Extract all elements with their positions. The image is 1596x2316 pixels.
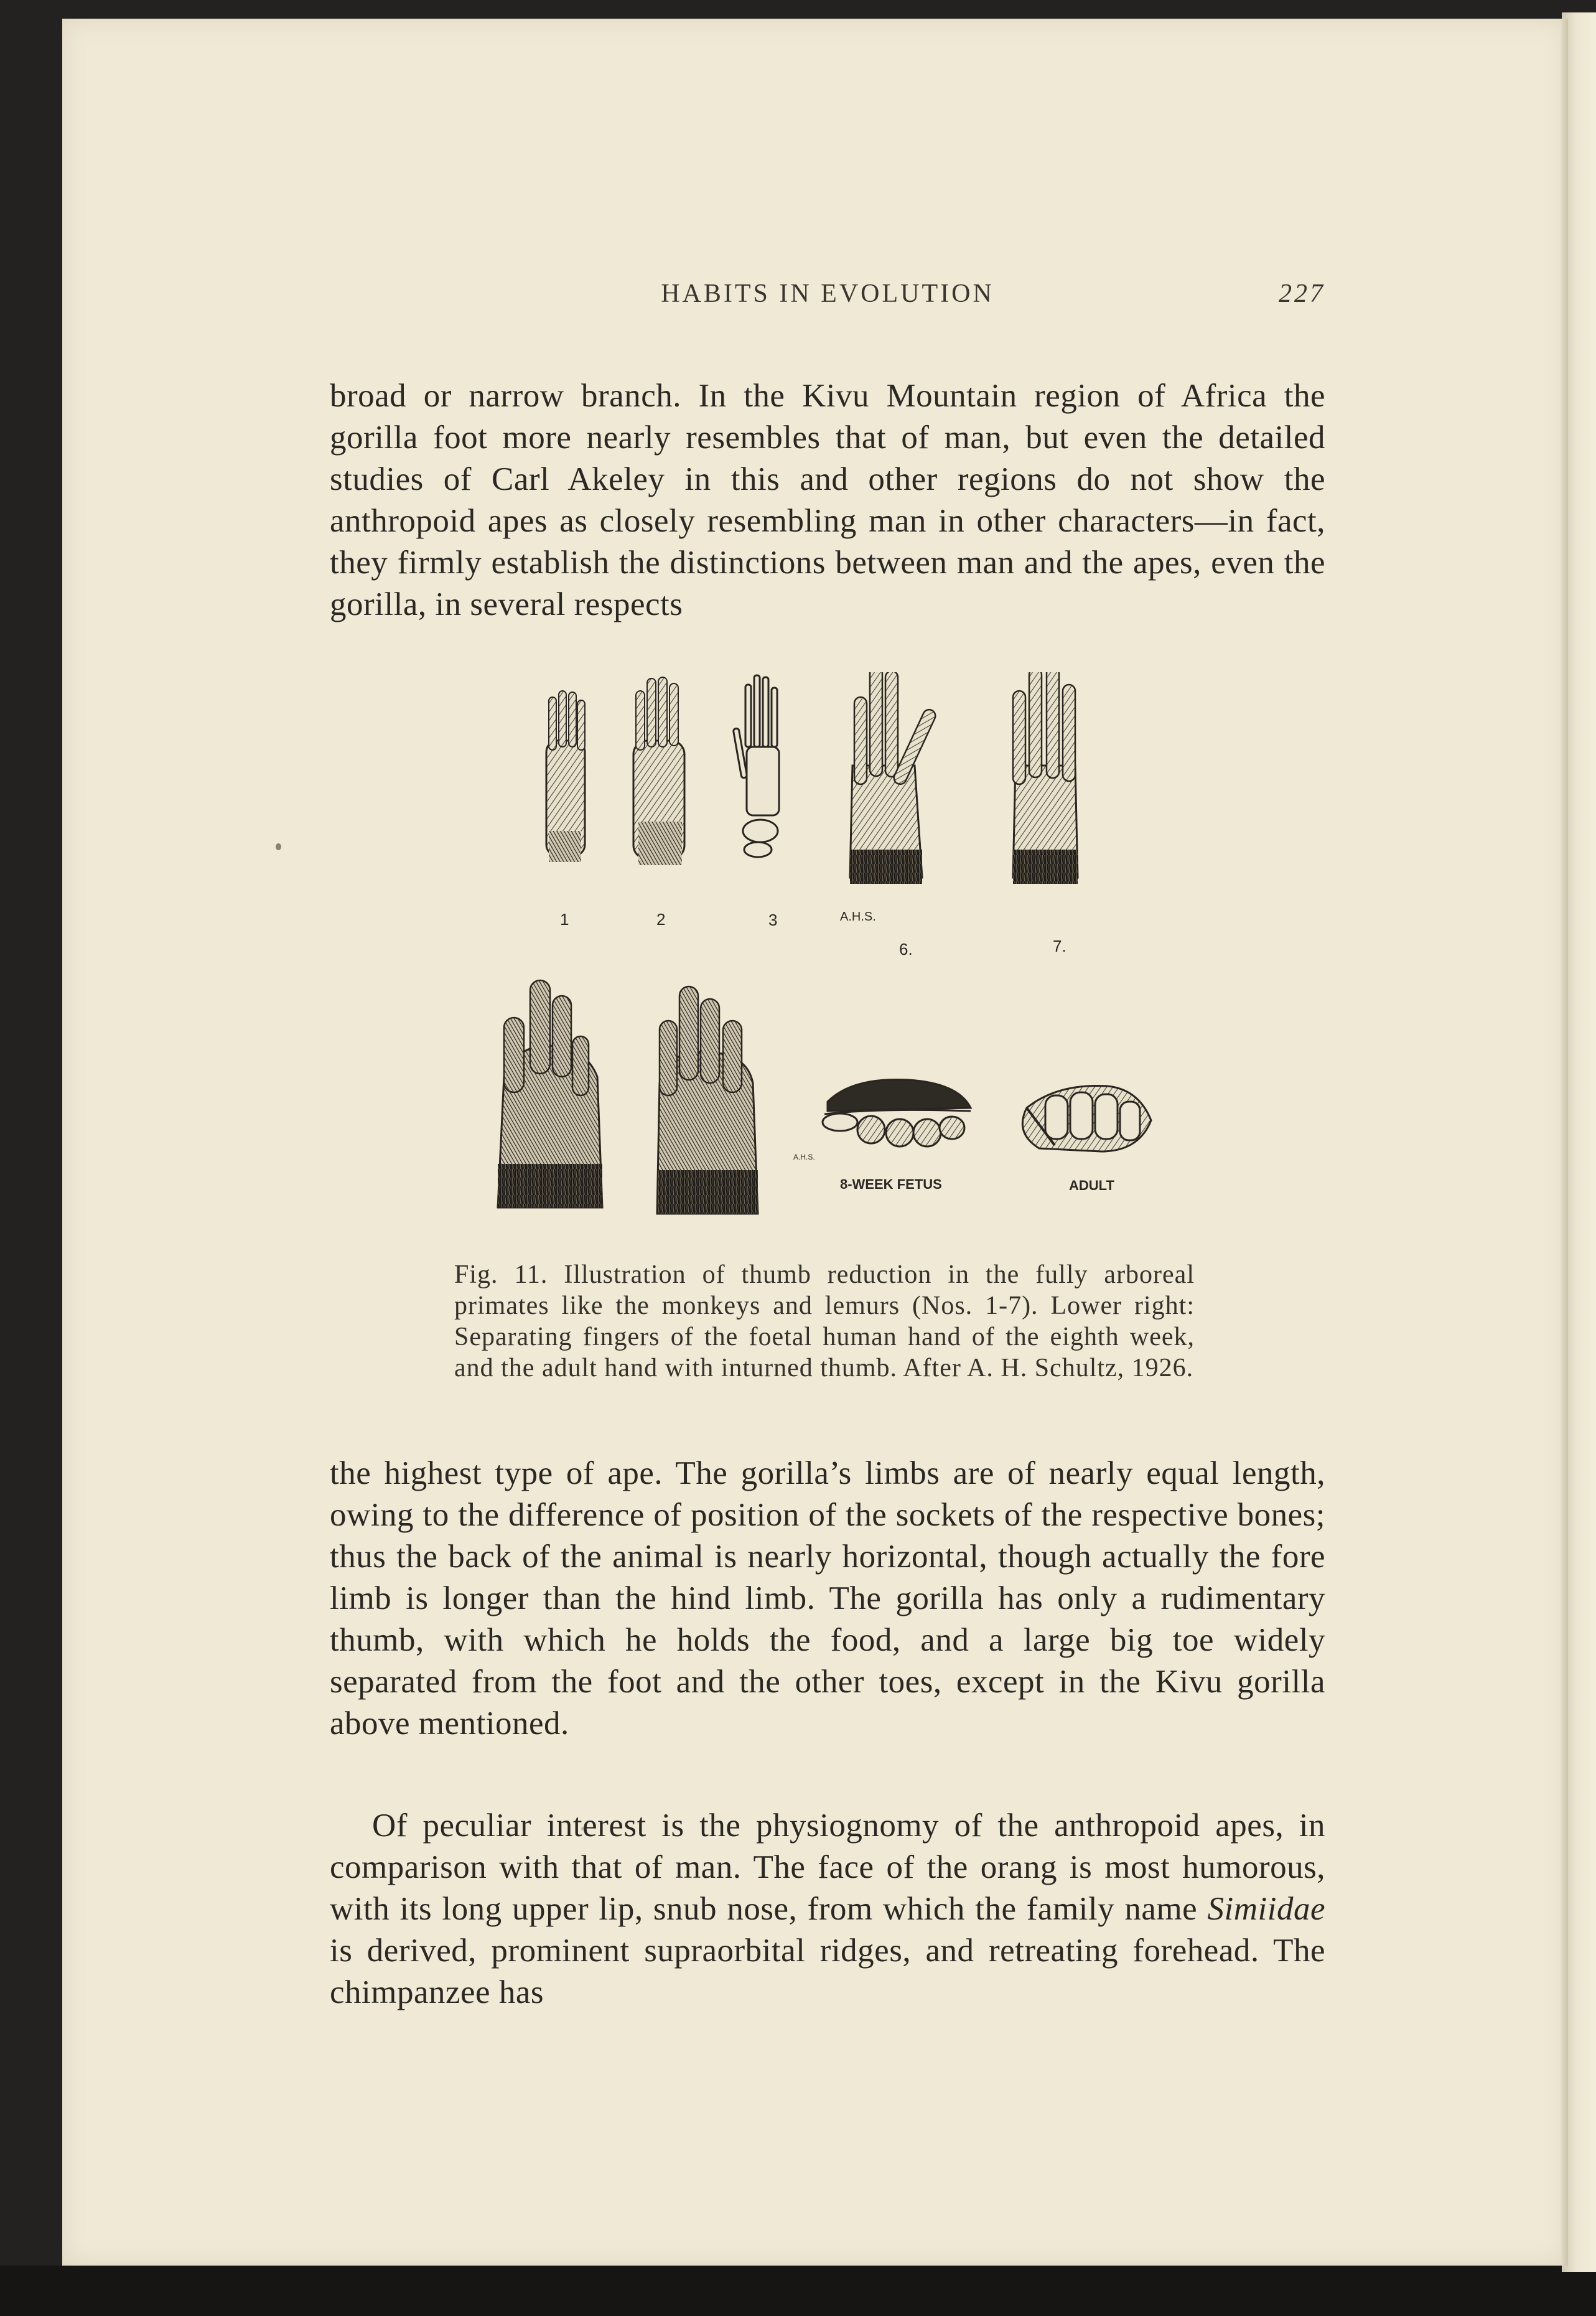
- hand-2-drawing: [633, 677, 684, 865]
- adult-hand-drawing: [1022, 1085, 1151, 1151]
- figure-artist-initials: A.H.S.: [840, 910, 876, 924]
- body-text-bottom: [330, 1805, 1325, 2014]
- hand-7-drawing: [1013, 672, 1078, 884]
- figure-thumb-reduction: [479, 672, 1188, 1245]
- paragraph-3: [330, 1805, 1325, 2014]
- page-spine: [1561, 19, 1568, 2266]
- paragraph-1: broad or narrow branch. In the Kivu Mountain region of Africa the gorilla foot more nearly resembles that of man, but even the detailed studies of Carl Akeley in this and other regions do not show the anthropoid apes as closely resembling man in other characters—in fact, they firmly establish the distinctions between man and the apes, even the gorilla, in several respects: [330, 378, 1325, 622]
- figure-label-fetus: 8-WEEK FETUS: [840, 1176, 942, 1192]
- figure-label-2: 2: [656, 910, 666, 929]
- running-head: [330, 260, 1325, 310]
- hands-illustration: [479, 672, 1188, 1245]
- body-text-top: [330, 375, 1325, 626]
- figure-label-adult: ADULT: [1069, 1178, 1114, 1193]
- hand-6-drawing: [850, 672, 938, 884]
- paper-speck: [276, 843, 281, 850]
- body-text-middle: [330, 1453, 1325, 1745]
- hand-4-drawing: [498, 980, 602, 1207]
- family-name-italic: Simiidae: [1207, 1891, 1325, 1927]
- hand-1-drawing: [546, 691, 585, 862]
- figure-caption: [454, 1259, 1195, 1384]
- fetus-hand-drawing: [823, 1079, 971, 1146]
- hand-5-drawing: [657, 987, 758, 1214]
- figure-label-3: 3: [768, 911, 778, 929]
- figure-label-1: 1: [560, 910, 569, 929]
- hand-3-skeleton-drawing: [733, 675, 779, 857]
- caption-text: Fig. 11. Illustration of thumb reduction in the fully arboreal primates like the monkeys and lemurs (Nos. 1-7). Lower right: Separating fingers of the foetal human hand of the eighth week, and the adult hand with inturned thumb. After A. H. Schultz, 1926.: [454, 1260, 1195, 1382]
- scan-background: [0, 2266, 1596, 2316]
- figure-label-7: 7.: [1053, 937, 1066, 955]
- running-title: HABITS IN EVOLUTION: [661, 279, 994, 308]
- paragraph-3-end: is derived, prominent supraorbital ridges, and retreating forehead. The chimpanzee has: [330, 1933, 1325, 2010]
- paragraph-3-start: Of peculiar interest is the physiognomy of the anthropoid apes, in comparison with that of man. The face of the orang is most humorous, with its long upper lip, snub nose, from which the family name: [330, 1807, 1325, 1927]
- figure-label-6: 6.: [899, 940, 913, 959]
- paragraph-2: the highest type of ape. The gorilla’s limbs are of nearly equal length, owing to the difference of position of the sockets of the respective bones; thus the back of the animal is nearly horizontal, though actually the fore limb is longer than the hind limb. The gorilla has only a rudimentary thumb, with which he holds the food, and a large big toe widely separated from the foot and the other toes, except in the Kivu gorilla above mentioned.: [330, 1455, 1325, 1742]
- figure-artist-initials-small: A.H.S.: [793, 1153, 815, 1161]
- page-number: 227: [1279, 279, 1325, 308]
